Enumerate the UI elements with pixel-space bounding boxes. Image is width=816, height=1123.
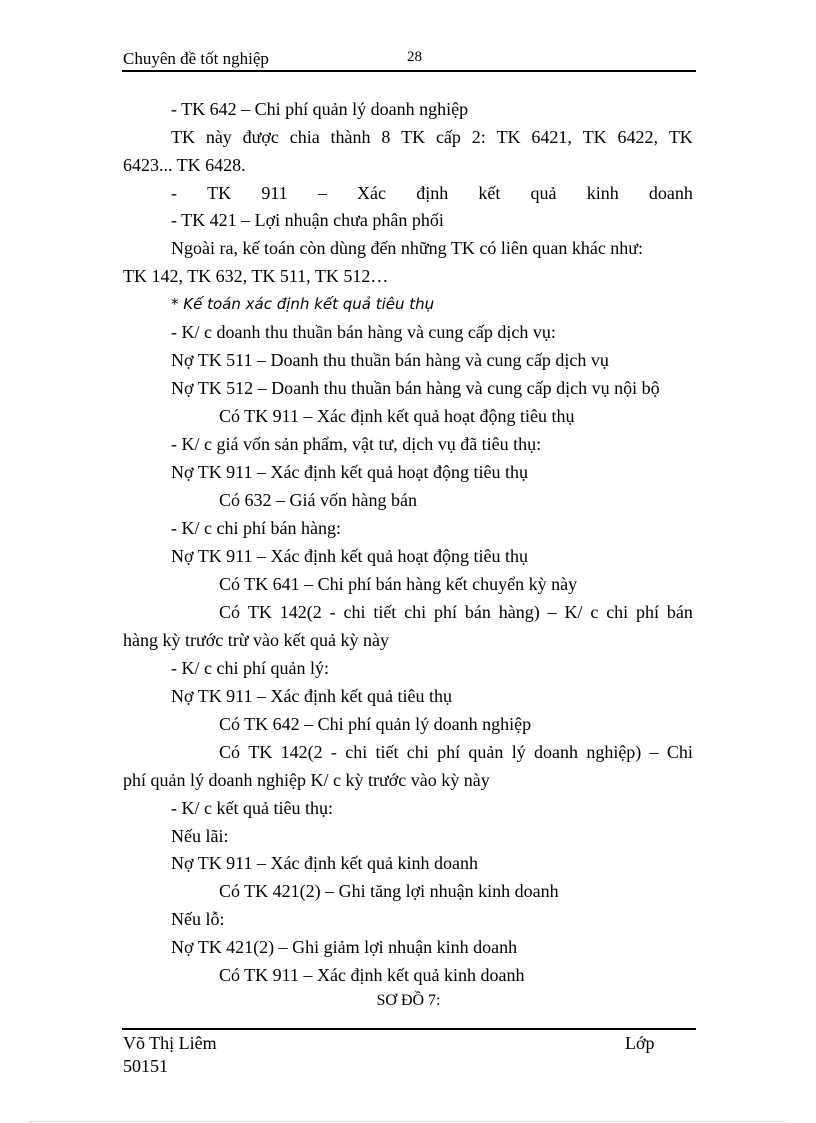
word: 911 <box>261 183 288 203</box>
word: quả <box>530 183 557 203</box>
text-line: Nếu lỗ: <box>171 909 225 929</box>
word: – <box>649 742 659 762</box>
word: này <box>205 127 232 147</box>
word: phí <box>434 602 458 622</box>
text-line: Nợ TK 911 – Xác định kết quả hoạt động tiêu thụ <box>171 546 528 566</box>
word: chi <box>406 742 429 762</box>
word: TK <box>247 602 272 622</box>
text-line: - TK 421 – Lợi nhuận chưa phân phối <box>171 210 444 230</box>
word: kinh <box>586 183 619 203</box>
word: 8 <box>381 127 391 147</box>
text-line: - K/ c chi phí quản lý: <box>171 658 329 678</box>
word: Chi <box>666 742 693 762</box>
word: - <box>171 183 177 203</box>
word: định <box>416 183 449 203</box>
word: chi <box>343 602 366 622</box>
word: Xác <box>357 183 387 203</box>
text-line: Nợ TK 421(2) – Ghi giảm lợi nhuận kinh doanh <box>171 937 518 957</box>
word: tiết <box>375 742 399 762</box>
text-line: - K/ c chi phí bán hàng: <box>171 518 341 538</box>
word: được <box>242 127 279 147</box>
word: chi <box>404 602 427 622</box>
word: – <box>547 602 557 622</box>
word: bán <box>464 602 491 622</box>
justified-line <box>171 126 693 148</box>
text-line: Có TK 421(2) – Ghi tăng lợi nhuận kinh doanh <box>219 881 559 901</box>
word: bán <box>666 602 693 622</box>
word: chi <box>606 602 629 622</box>
text-line: - K/ c kết quả tiêu thụ: <box>171 798 333 818</box>
word: c <box>590 602 599 622</box>
text-line: Nợ TK 911 – Xác định kết quả kinh doanh <box>171 853 478 873</box>
word: chi <box>345 742 368 762</box>
section-heading: * Kế toán xác định kết quả tiêu thụ <box>171 295 435 313</box>
word: - <box>330 742 337 762</box>
header-divider <box>122 70 696 72</box>
footer-author: Võ Thị Liêm <box>123 1033 217 1053</box>
word: – <box>317 183 327 203</box>
word: - <box>329 602 336 622</box>
justified-line <box>171 182 693 204</box>
footer-class-number: 50151 <box>123 1056 168 1076</box>
word: 6421, <box>531 127 572 147</box>
page-number: 28 <box>407 49 422 65</box>
text-line: Nợ TK 511 – Doanh thu thuần bán hàng và cung cấp dịch vụ <box>171 350 609 370</box>
justified-line <box>219 601 693 623</box>
text-line: Có TK 642 – Chi phí quản lý doanh nghiệp <box>219 714 532 734</box>
text-line: Nợ TK 911 – Xác định kết quả hoạt động tiêu thụ <box>171 462 528 482</box>
footer-class-label: Lớp <box>625 1033 655 1053</box>
word: TK <box>207 183 232 203</box>
page-bottom-border <box>30 1121 786 1122</box>
word: TK <box>171 127 195 147</box>
word: cấp <box>435 127 461 147</box>
word: TK <box>582 127 607 147</box>
word: phí <box>437 742 461 762</box>
word: lý <box>511 742 526 762</box>
text-line: Có TK 911 – Xác định kết quả kinh doanh <box>219 965 525 985</box>
word: TK <box>248 742 273 762</box>
text-line: hàng kỳ trước trừ vào kết quả kỳ này <box>123 630 389 650</box>
text-line: - K/ c doanh thu thuần bán hàng và cung cấp dịch vụ: <box>171 322 556 342</box>
word: nghiệp) <box>586 742 642 762</box>
diagram-caption: SƠ ĐỒ 7: <box>376 992 441 1009</box>
text-line: Nếu lãi: <box>171 826 229 846</box>
word: quản <box>468 742 504 762</box>
word: TK <box>496 127 521 147</box>
text-line: Có TK 911 – Xác định kết quả hoạt động tiêu thụ <box>219 406 575 426</box>
text-line: TK 142, TK 632, TK 511, TK 512… <box>123 266 389 286</box>
justified-line <box>219 741 693 763</box>
word: thành <box>330 127 371 147</box>
word: K/ <box>564 602 583 622</box>
word: chia <box>289 127 320 147</box>
text-line: 6423... TK 6428. <box>123 155 246 175</box>
word: doanh <box>648 183 693 203</box>
footer-divider <box>122 1028 696 1030</box>
text-line: - K/ c giá vốn sản phẩm, vật tư, dịch vụ đã tiêu thụ: <box>171 434 542 454</box>
text-line: Nợ TK 911 – Xác định kết quả tiêu thụ <box>171 686 452 706</box>
word: Có <box>219 602 241 622</box>
header-title: Chuyên đề tốt nghiệp <box>123 49 269 68</box>
word: TK <box>668 127 693 147</box>
word: phí <box>636 602 660 622</box>
word: kết <box>478 183 501 203</box>
word: TK <box>401 127 426 147</box>
word: doanh <box>534 742 579 762</box>
word: Có <box>219 742 241 762</box>
text-line: phí quản lý doanh nghiệp K/ c kỳ trước vào kỳ này <box>123 770 490 790</box>
text-line: Có 632 – Giá vốn hàng bán <box>219 490 417 510</box>
word: 6422, <box>617 127 658 147</box>
word: 142(2 <box>279 602 322 622</box>
text-line: Nợ TK 512 – Doanh thu thuần bán hàng và cung cấp dịch vụ nội bộ <box>171 378 660 398</box>
word: hàng) <box>498 602 540 622</box>
text-line: Có TK 641 – Chi phí bán hàng kết chuyển kỳ này <box>219 574 578 594</box>
word: 142(2 <box>280 742 323 762</box>
word: tiết <box>373 602 397 622</box>
text-line: Ngoài ra, kế toán còn dùng đến những TK có liên quan khác như: <box>171 238 644 258</box>
word: 2: <box>471 127 486 147</box>
text-line: - TK 642 – Chi phí quản lý doanh nghiệp <box>171 99 469 119</box>
